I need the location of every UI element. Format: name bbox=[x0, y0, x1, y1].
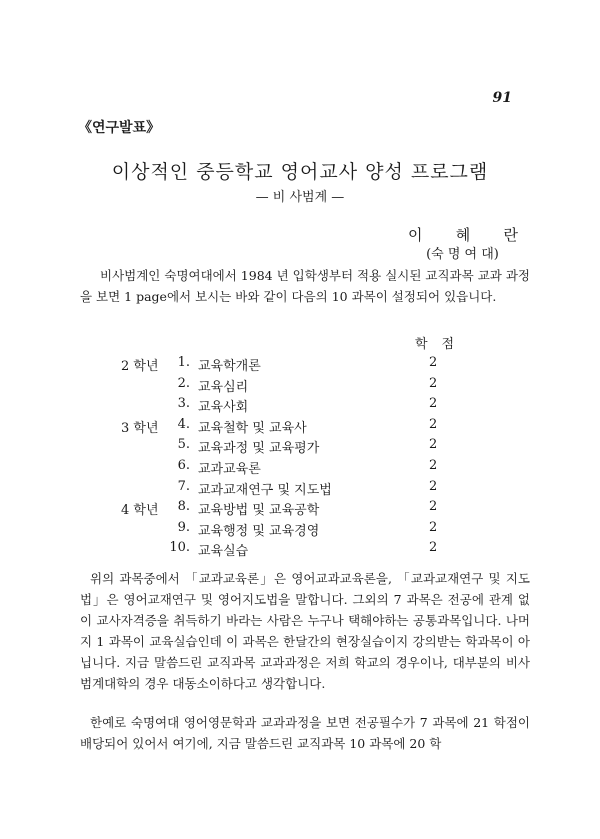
course-credit: 2 bbox=[429, 396, 438, 412]
paper-title: 이상적인 중등학교 영어교사 양성 프로그램 bbox=[111, 161, 489, 183]
course-row bbox=[0, 396, 600, 416]
course-credit: 2 bbox=[429, 458, 438, 473]
author-name-char: 란 bbox=[503, 226, 518, 244]
course-year: 4 학년 bbox=[121, 503, 159, 519]
course-row bbox=[0, 499, 600, 519]
course-credit: 2 bbox=[429, 519, 438, 535]
course-name: 교육심리 bbox=[198, 379, 249, 395]
course-row bbox=[0, 417, 600, 437]
body-paragraph: 위의 과목중에서 「교과교육론」은 영어교과교육론을, 「교과교재연구 및 지도법」은 영어교재연구 및 영어지도법을 말합니다. 그외의 7 과목은 전공에 관계 없이 교사자격증을 취득하기 바라는 사람은 누구나 택해야하는 공통과목입니다. 나머지 1 과목이 교육실습인데 이 과목은 한달간의 현장실습이지 강의받는 학과목이 아닙니다. 지금 말씀드린 교직과목 교과과정은 저희 학교의 경우이나, 대부분의 비사범계대학의 경우 대동소이하다고 생각합니다. bbox=[80, 571, 530, 691]
course-number: 2. bbox=[177, 375, 190, 391]
course-name: 교육철학 및 교육사 bbox=[198, 420, 307, 436]
course-credit: 2 bbox=[429, 437, 438, 453]
course-year: 2 학년 bbox=[121, 359, 159, 374]
course-number: 3. bbox=[177, 396, 190, 412]
body-paragraph: 한예로 숙명여대 영어영문학과 교과과정을 보면 전공필수가 7 과목에 21 학점이 배당되어 있어서 여기에, 지금 말씀드린 교직과목 10 과목에 20 학 bbox=[80, 715, 530, 751]
author-name-char: 혜 bbox=[455, 226, 471, 244]
course-number: 1. bbox=[177, 355, 190, 370]
course-row bbox=[0, 355, 600, 375]
author-name-char: 이 bbox=[408, 226, 423, 244]
course-row bbox=[0, 520, 600, 540]
course-number: 8. bbox=[177, 499, 190, 515]
course-row bbox=[0, 479, 600, 499]
author-name bbox=[408, 224, 518, 245]
course-number: 6. bbox=[177, 458, 190, 473]
course-number: 9. bbox=[177, 519, 190, 535]
course-name: 교과교육론 bbox=[198, 462, 261, 477]
section-label: 《연구발표》 bbox=[78, 120, 161, 136]
credits-header: 학점 bbox=[415, 337, 469, 352]
course-credit: 2 bbox=[429, 478, 438, 494]
course-credit: 2 bbox=[429, 355, 438, 370]
page-number: 91 bbox=[492, 90, 512, 106]
course-name: 교육실습 bbox=[198, 544, 249, 560]
course-name: 교육학개론 bbox=[198, 359, 261, 374]
course-row bbox=[0, 437, 600, 457]
course-name: 교과교재연구 및 지도법 bbox=[198, 482, 332, 498]
course-number: 7. bbox=[177, 478, 190, 494]
course-row bbox=[0, 540, 600, 560]
course-credit: 2 bbox=[429, 540, 438, 556]
course-name: 교육행정 및 교육경영 bbox=[198, 523, 320, 539]
course-row bbox=[0, 376, 600, 396]
course-credit: 2 bbox=[429, 375, 438, 391]
course-number: 4. bbox=[177, 416, 190, 432]
intro-paragraph: 비사범계인 숙명여대에서 1984 년 입학생부터 적용 실시된 교직과목 교과 과정을 보면 1 page에서 보시는 바와 같이 다음의 10 과목이 설정되어 있읍니다. bbox=[80, 268, 530, 304]
course-row bbox=[0, 458, 600, 478]
paper-subtitle: — 비 사범계 — bbox=[255, 190, 345, 205]
course-credit: 2 bbox=[429, 416, 438, 432]
course-year: 3 학년 bbox=[121, 420, 159, 436]
course-credit: 2 bbox=[429, 499, 438, 515]
course-number: 5. bbox=[177, 437, 190, 453]
course-name: 교육방법 및 교육공학 bbox=[198, 503, 320, 519]
course-number: 10. bbox=[169, 540, 190, 556]
author-affiliation: (숙 명 여 대) bbox=[426, 247, 499, 262]
course-name: 교육과정 및 교육평가 bbox=[198, 441, 320, 457]
course-name: 교육사회 bbox=[198, 400, 249, 416]
